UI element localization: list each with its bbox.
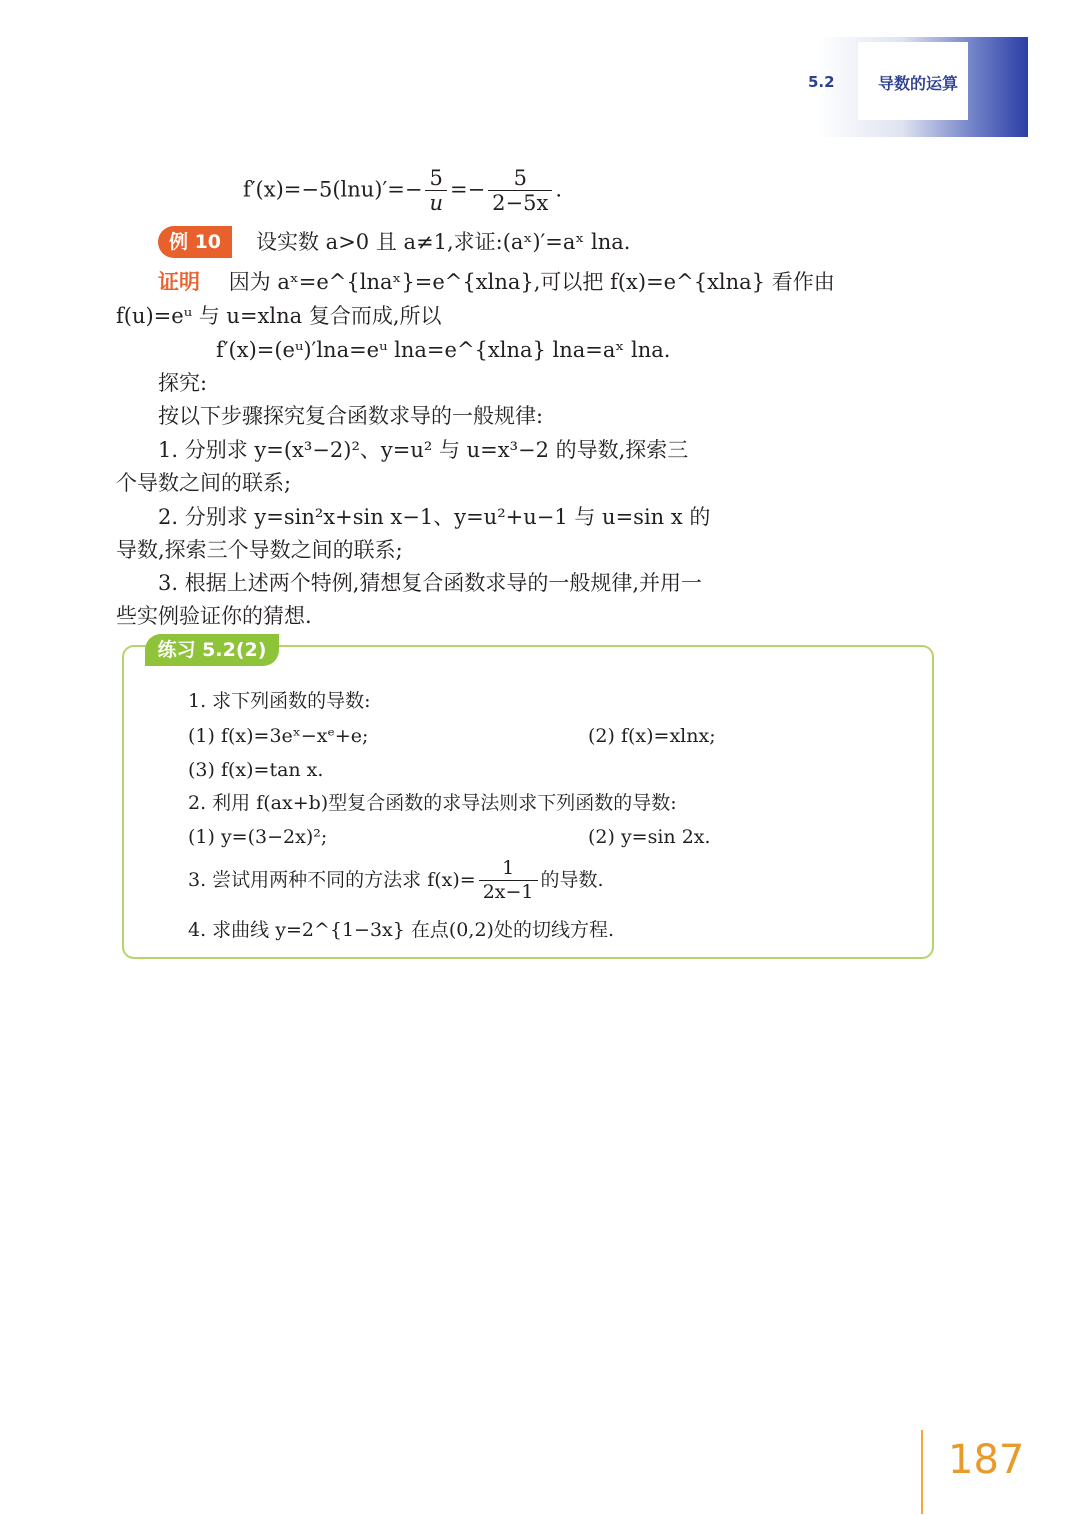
top-formula: f′(x)=−5(lnu)′=− $\frac{5}{u}$ =− $\frac{5}{2-5x}$ . [243,166,563,216]
fraction: $\frac{5}{2-5x}$ [488,166,552,216]
practice-q3: 3. 尝试用两种不同的方法求 f(x)= $\frac{1}{2x-1}$ 的导数. [188,857,604,903]
page-number-rule [921,1430,923,1514]
practice-q1: 1. 求下列函数的导数: [188,690,371,712]
proof-line-1: 证明 因为 aˣ=e^{lnaˣ}=e^{xlna},可以把 f(x)=e^{xlna} 看作由 [158,270,835,294]
top-formula-lead: f′(x)=−5(lnu)′=− [243,177,423,202]
explore-intro: 按以下步骤探究复合函数求导的一般规律: [158,404,544,428]
explore-item-1-cont: 个导数之间的联系; [116,471,292,495]
proof-line-2: f(u)=eᵘ 与 u=xlna 复合而成,所以 [116,304,442,328]
practice-q1-3: (3) f(x)=tan x. [188,759,324,781]
explore-item-2: 2. 分别求 y=sin²x+sin x−1、y=u²+u−1 与 u=sin x 的 [158,505,711,529]
explore-item-2-cont: 导数,探索三个导数之间的联系; [116,538,403,562]
practice-badge: 练习 5.2(2) [145,634,279,666]
example-statement: 设实数 a>0 且 a≠1,求证:(aˣ)′=aˣ lna. [256,230,631,254]
practice-q2-2: (2) y=sin 2x. [588,826,711,848]
practice-q2-1: (1) y=(3−2x)²; [188,826,328,848]
practice-q1-1: (1) f(x)=3eˣ−xᵉ+e; [188,725,369,747]
explore-item-1: 1. 分别求 y=(x³−2)²、y=u² 与 u=x³−2 的导数,探索三 [158,438,689,462]
example-badge: 例 10 [158,226,232,258]
explore-title: 探究: [158,371,208,395]
practice-q4: 4. 求曲线 y=2^{1−3x} 在点(0,2)处的切线方程. [188,919,614,941]
section-number: 5.2 [808,73,835,91]
fraction: $\frac{1}{2x-1}$ [479,858,538,904]
proof-line-3: f′(x)=(eᵘ)′lna=eᵘ lna=e^{xlna} lna=aˣ lna. [216,338,671,362]
section-title: 导数的运算 [878,74,959,93]
fraction: $\frac{5}{u}$ [425,166,447,216]
explore-item-3-cont: 些实例验证你的猜想. [116,604,312,628]
proof-label: 证明 [158,270,200,294]
practice-q2: 2. 利用 f(ax+b)型复合函数的求导法则求下列函数的导数: [188,792,677,814]
page-number: 187 [948,1437,1025,1483]
explore-item-3: 3. 根据上述两个特例,猜想复合函数求导的一般规律,并用一 [158,571,703,595]
practice-q1-2: (2) f(x)=xlnx; [588,725,716,747]
